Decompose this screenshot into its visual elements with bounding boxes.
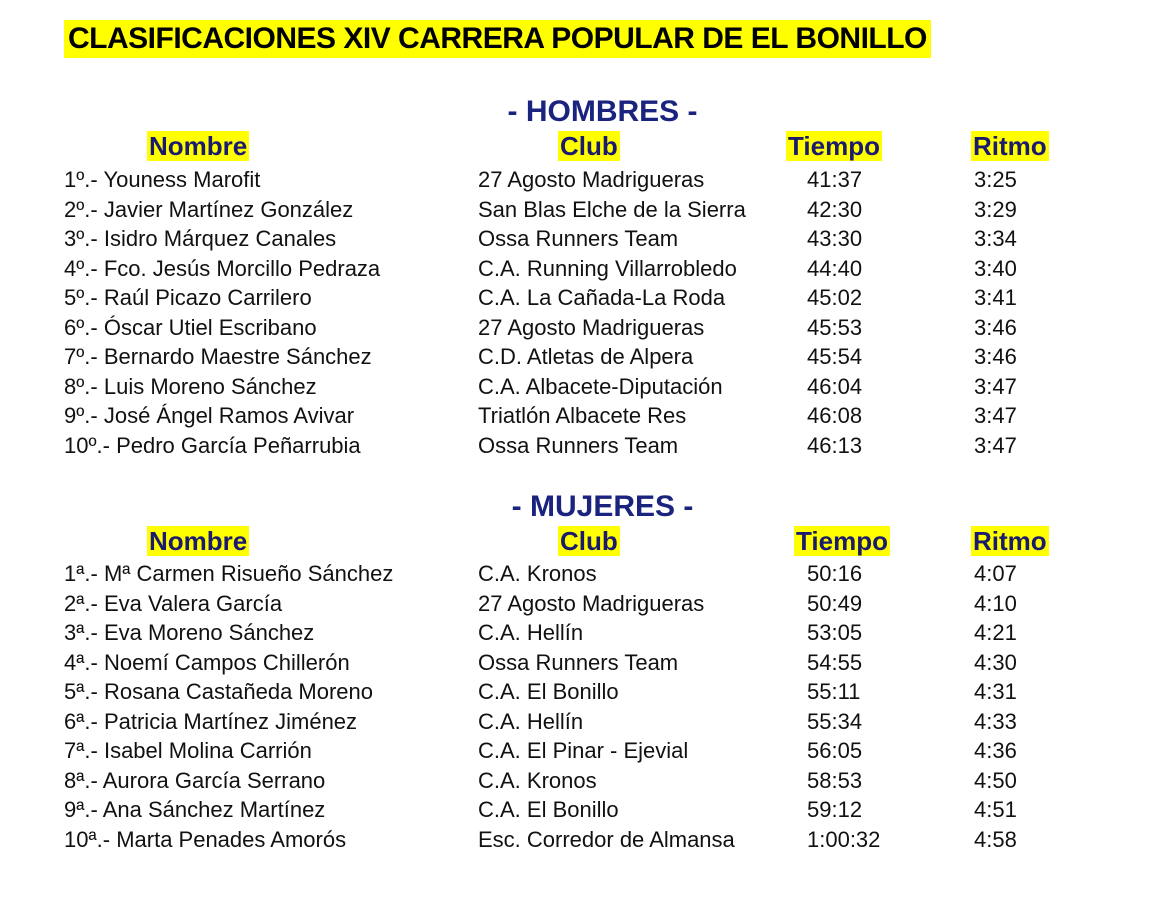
runner-name	[64, 165, 260, 194]
position: 5º.-	[64, 285, 98, 310]
runner-time: 44:40	[807, 255, 863, 281]
runner-name	[64, 589, 282, 618]
runner-pace: 4:36	[974, 738, 1017, 763]
runner-club: C.A. Running Villarrobledo	[478, 255, 737, 281]
women-header-pace: Ritmo	[973, 526, 1047, 556]
runner-time: 46:08	[807, 403, 863, 428]
document-title: CLASIFICACIONES XIV CARRERA POPULAR DE EL BONILLO	[64, 20, 931, 58]
women-section-title: - MUJERES -	[511, 490, 694, 523]
runner-name	[64, 313, 317, 342]
name-text: Aurora García Serrano	[102, 767, 326, 793]
runner-club: C.A. Albacete-Diputación	[478, 373, 723, 399]
runner-time: 59:12	[807, 797, 863, 822]
position: 10º.-	[64, 432, 110, 458]
runner-name	[64, 559, 393, 588]
position: 4º.-	[64, 255, 98, 281]
runner-club: 27 Agosto Madrigueras	[478, 314, 705, 340]
runner-time: 55:11	[807, 679, 861, 704]
name-text: Isidro Márquez Canales	[103, 226, 337, 251]
runner-name	[64, 254, 380, 283]
runner-club: C.A. La Cañada-La Roda	[478, 285, 726, 310]
position: 6ª.-	[64, 708, 98, 734]
position: 1º.-	[64, 167, 98, 192]
runner-club: Esc. Corredor de Almansa	[478, 826, 735, 852]
position: 7ª.-	[64, 738, 98, 763]
women-header-name: Nombre	[149, 526, 248, 556]
runner-name	[64, 283, 312, 312]
name-text: José Ángel Ramos Avivar	[103, 403, 355, 428]
name-text: Noemí Campos Chillerón	[103, 649, 350, 675]
men-section-title: - HOMBRES -	[507, 95, 698, 128]
runner-pace: 3:47	[974, 403, 1017, 428]
runner-pace: 3:47	[974, 432, 1017, 458]
runner-pace: 4:58	[974, 826, 1017, 852]
runner-time: 41:37	[807, 167, 863, 192]
runner-club: C.A. El Pinar - Ejevial	[478, 738, 689, 763]
position: 2º.-	[64, 196, 98, 222]
position: 9ª.-	[64, 797, 98, 822]
name-text: Bernardo Maestre Sánchez	[103, 344, 372, 369]
name-text: Luis Moreno Sánchez	[103, 373, 317, 399]
position: 5ª.-	[64, 679, 98, 704]
runner-pace: 3:25	[974, 167, 1017, 192]
runner-time: 46:13	[807, 432, 863, 458]
runner-club: Triatlón Albacete Res	[478, 403, 687, 428]
men-header-pace: Ritmo	[973, 131, 1047, 161]
runner-pace: 3:34	[974, 226, 1017, 251]
runner-time: 42:30	[807, 196, 863, 222]
runner-time: 45:53	[807, 314, 863, 340]
name-text: Pedro García Peñarrubia	[116, 432, 361, 458]
runner-club: 27 Agosto Madrigueras	[478, 590, 705, 616]
position: 3º.-	[64, 226, 98, 251]
name-text: Eva Valera García	[103, 590, 283, 616]
position: 6º.-	[64, 314, 98, 340]
name-text: Youness Marofit	[103, 167, 261, 192]
position: 1ª.-	[64, 561, 98, 586]
runner-time: 46:04	[807, 373, 863, 399]
runner-pace: 4:07	[974, 561, 1017, 586]
name-text: Javier Martínez González	[103, 196, 354, 222]
runner-club: Ossa Runners Team	[478, 432, 679, 458]
runner-pace: 4:21	[974, 620, 1017, 645]
runner-pace: 3:41	[974, 285, 1017, 310]
runner-name	[64, 648, 350, 677]
runner-time: 50:49	[807, 590, 863, 616]
runner-pace: 3:46	[974, 344, 1017, 369]
runner-club: C.A. El Bonillo	[478, 797, 619, 822]
runner-pace: 3:46	[974, 314, 1017, 340]
runner-time: 53:05	[807, 620, 863, 645]
runner-name	[64, 795, 325, 824]
position: 7º.-	[64, 344, 98, 369]
runner-club: Ossa Runners Team	[478, 226, 679, 251]
runner-time: 56:05	[807, 738, 863, 763]
runner-time: 1:00:32	[807, 826, 881, 852]
runner-pace: 3:29	[974, 196, 1017, 222]
runner-name	[64, 618, 314, 647]
name-text: Óscar Utiel Escribano	[103, 314, 317, 340]
runner-time: 55:34	[807, 708, 863, 734]
runner-club: C.A. El Bonillo	[478, 679, 619, 704]
runner-name	[64, 431, 361, 460]
runner-club: San Blas Elche de la Sierra	[478, 196, 746, 222]
runner-name	[64, 401, 354, 430]
women-header-club: Club	[560, 526, 618, 556]
runner-pace: 3:40	[974, 255, 1017, 281]
name-text: Raúl Picazo Carrilero	[103, 285, 312, 310]
runner-pace: 4:50	[974, 767, 1017, 793]
runner-name	[64, 677, 373, 706]
runner-name	[64, 372, 317, 401]
runner-time: 45:02	[807, 285, 863, 310]
runner-name	[64, 766, 325, 795]
name-text: Rosana Castañeda Moreno	[103, 679, 374, 704]
runner-club: C.A. Hellín	[478, 620, 584, 645]
name-text: Marta Penades Amorós	[116, 826, 347, 852]
position: 4ª.-	[64, 649, 98, 675]
position: 10ª.-	[64, 826, 111, 852]
position: 8ª.-	[64, 767, 98, 793]
position: 2ª.-	[64, 590, 98, 616]
men-header-club: Club	[560, 131, 618, 161]
runner-name	[64, 736, 312, 765]
men-header-name: Nombre	[149, 131, 248, 161]
runner-pace: 4:10	[974, 590, 1017, 616]
position: 8º.-	[64, 373, 98, 399]
name-text: Patricia Martínez Jiménez	[103, 708, 358, 734]
runner-club: C.A. Kronos	[478, 767, 597, 793]
runner-pace: 4:33	[974, 708, 1017, 734]
men-header-time: Tiempo	[788, 131, 880, 161]
runner-pace: 4:31	[974, 679, 1017, 704]
runner-club: 27 Agosto Madrigueras	[478, 167, 705, 192]
runner-club: C.D. Atletas de Alpera	[478, 344, 694, 369]
runner-club: C.A. Kronos	[478, 561, 597, 586]
runner-pace: 4:51	[974, 797, 1017, 822]
women-header-time: Tiempo	[796, 526, 888, 556]
runner-name	[64, 195, 353, 224]
runner-time: 45:54	[807, 344, 863, 369]
name-text: Isabel Molina Carrión	[103, 738, 312, 763]
name-text: Eva Moreno Sánchez	[103, 620, 315, 645]
runner-time: 58:53	[807, 767, 863, 793]
runner-name	[64, 342, 372, 371]
runner-name	[64, 224, 336, 253]
runner-club: C.A. Hellín	[478, 708, 584, 734]
runner-name	[64, 707, 357, 736]
name-text: Fco. Jesús Morcillo Pedraza	[103, 255, 381, 281]
runner-club: Ossa Runners Team	[478, 649, 679, 675]
runner-name	[64, 825, 346, 854]
position: 9º.-	[64, 403, 98, 428]
runner-time: 54:55	[807, 649, 863, 675]
name-text: Mª Carmen Risueño Sánchez	[103, 561, 394, 586]
runner-pace: 4:30	[974, 649, 1017, 675]
name-text: Ana Sánchez Martínez	[102, 797, 326, 822]
runner-pace: 3:47	[974, 373, 1017, 399]
runner-time: 50:16	[807, 561, 863, 586]
runner-time: 43:30	[807, 226, 863, 251]
position: 3ª.-	[64, 620, 98, 645]
